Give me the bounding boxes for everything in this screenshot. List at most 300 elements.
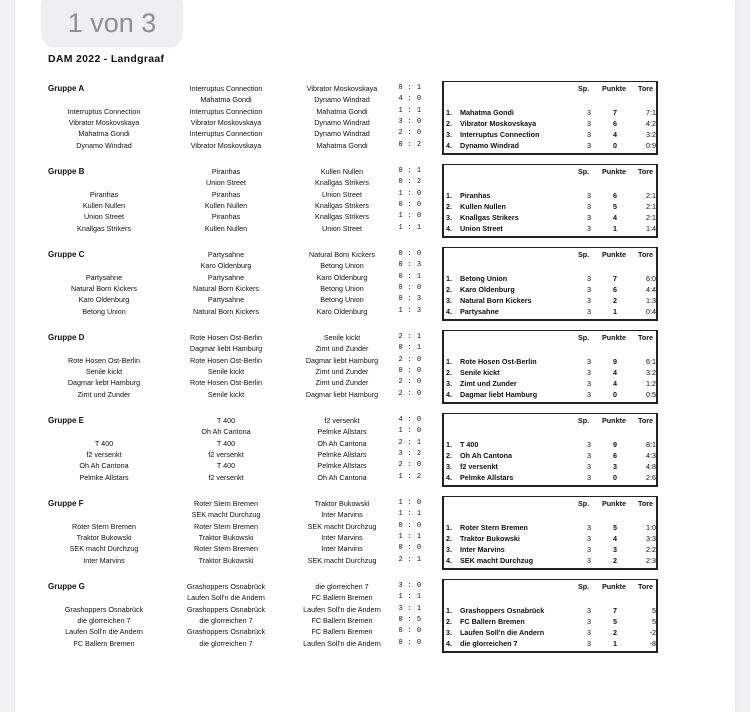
match-home-team: die glorreichen 7 [199,615,253,625]
match-away-team: Mahatma Gondi [316,106,368,116]
standing-games: 3 [587,141,591,151]
standing-rank: 3. [446,379,452,389]
header-sp: Sp. [578,333,590,342]
standings-row [0,473,750,484]
match-away-team: SEK macht Durchzug [307,521,377,531]
match-score: 0 : 0 [398,283,422,292]
standings-row [0,202,750,213]
group-team-name: Karo Oldenburg [78,295,130,305]
standing-games: 3 [587,190,591,200]
group-team-name: Interruptus Connection [67,106,141,116]
standing-games: 3 [587,307,591,317]
standing-rank: 1. [446,107,452,117]
match-home-team: Interruptus Connection [189,106,263,116]
match-home-team: Vibrator Moskovskaya [190,140,262,150]
match-away-team: Union Street [322,189,362,199]
standings-row [0,523,750,534]
match-score: 0 : 1 [398,84,422,92]
match-home-team: Union Street [206,178,246,188]
standing-games: 3 [587,616,591,626]
standing-team: Natural Born Kickers [460,296,532,306]
standings-row [0,119,750,130]
page-indicator: 1 von 3 [42,0,182,46]
standings-row [0,191,750,202]
match-home-team: Roter Stern Bremen [194,521,258,531]
match-home-team: Oh Ah Cantona [201,427,251,437]
match-score: 3 : 2 [398,449,422,458]
group-section [0,250,750,332]
standing-games: 3 [587,545,591,555]
standing-rank: 1. [446,190,452,200]
match-away-team: FC Ballern Bremen [311,593,373,603]
group-team-name: Pelmke Allstars [79,472,129,482]
standing-points: 3 [613,545,617,555]
match-home-team: Grashoppers Osnabrück [186,582,266,591]
standing-rank: 2. [446,616,452,626]
standing-goals: 0:4 [646,307,656,317]
standing-games: 3 [587,605,591,615]
standing-games: 3 [587,107,591,117]
standing-rank: 4. [446,639,452,649]
match-away-team: Betong Union [320,261,364,271]
standing-team: Laufen Soll'n die Andern [460,628,545,638]
standings-row [0,556,750,567]
group-section [0,416,750,498]
standing-points: 9 [613,439,617,449]
match-home-team: Partysahne [207,295,245,305]
standing-team: Zimt und Zunder [460,379,517,389]
match-home-team: die glorreichen 7 [199,638,253,648]
standing-rank: 4. [446,141,452,151]
standings-row [0,639,750,650]
match-home-team: Piranhas [211,212,241,222]
standing-games: 3 [587,367,591,377]
standing-goals: 2:1 [646,213,656,223]
group-team-name: Piranhas [89,189,119,199]
match-away-team: Knallgas Strikers [315,212,369,222]
standing-rank: 3. [446,296,452,306]
standing-points: 0 [613,473,617,483]
standing-rank: 2. [446,118,452,128]
match-away-team: Zimt und Zunder [315,366,369,376]
match-score: 4 : 0 [398,416,422,424]
standing-team: SEK macht Durchzug [460,556,534,566]
match-away-team: Dynamo Windrad [314,95,370,105]
standing-goals: 4:4 [646,284,656,294]
match-score: 2 : 0 [398,461,422,470]
standing-team: Inter Marvins [460,545,505,555]
match-score: 1 : 0 [398,427,422,436]
standing-points: 6 [613,190,617,200]
standing-team: Oh Ah Cantona [460,450,513,460]
match-away-team: Dagmar liebt Hamburg [305,355,379,365]
match-away-team: Natural Born Kickers [309,250,375,259]
standings-row [0,606,750,617]
match-score: 2 : 0 [398,355,422,364]
match-score: 4 : 0 [398,95,422,104]
header-punkte: Punkte [602,582,626,591]
match-away-team: Laufen Soll'n die Andern [303,638,381,648]
match-away-team: SEK macht Durchzug [307,555,377,565]
group-team-name: Dynamo Windrad [76,140,132,150]
standing-goals: 5 [652,605,656,615]
header-punkte: Punkte [602,84,626,93]
standing-rank: 4. [446,307,452,317]
match-score: 1 : 0 [398,212,422,221]
match-away-team: Karo Oldenburg [316,272,368,282]
match-home-team: Senile kickt [207,366,245,376]
match-score: 0 : 5 [398,615,422,624]
group-label: Gruppe G [48,582,85,591]
match-home-team: Partysahne [207,272,245,282]
match-score: 0 : 0 [398,521,422,530]
standing-points: 4 [613,130,617,140]
match-away-team: Karo Oldenburg [316,306,368,316]
standing-team: Betong Union [460,273,508,283]
group-team-name: Laufen Soll'n die Andern [65,627,143,637]
standing-goals: -8 [649,639,656,649]
standing-team: Vibrator Moskovskaya [460,118,537,128]
standing-goals: 2:6 [646,473,656,483]
match-home-team: Dagmar liebt Hamburg [189,344,263,354]
standing-points: 7 [613,605,617,615]
match-home-team: T 400 [216,438,236,448]
standing-rank: 2. [446,367,452,377]
standing-games: 3 [587,296,591,306]
standing-team: Karo Oldenburg [460,284,515,294]
standing-points: 5 [613,201,617,211]
match-score: 0 : 3 [398,261,422,270]
standing-points: 1 [613,639,617,649]
group-team-name: Partysahne [85,272,123,282]
match-home-team: Roter Stern Bremen [194,544,258,554]
match-away-team: Laufen Soll'n die Andern [303,604,381,614]
header-tore: Tore [638,84,654,93]
standing-points: 0 [613,390,617,400]
standing-games: 3 [587,522,591,532]
standing-team: Kullen Nullen [460,201,506,211]
standings-row [0,141,750,152]
match-away-team: Inter Marvins [321,532,363,542]
standing-goals: 4:2 [646,118,656,128]
group-section [0,84,750,166]
header-punkte: Punkte [602,333,626,342]
standing-games: 3 [587,201,591,211]
match-away-team: Zimt und Zunder [315,378,369,388]
match-score: 2 : 0 [398,378,422,387]
match-score: 0 : 3 [398,295,422,304]
match-away-team: Pelmke Allstars [317,449,367,459]
standing-team: Partysahne [460,307,499,317]
standing-goals: 0:9 [646,141,656,151]
header-punkte: Punkte [602,250,626,259]
group-team-name: Rote Hosen Ost-Berlin [68,355,140,365]
header-tore: Tore [638,416,654,425]
standings-row [0,130,750,141]
header-tore: Tore [638,333,654,342]
standing-goals: 1:0 [646,522,656,532]
match-score: 2 : 1 [398,333,422,341]
standings-row [0,368,750,379]
standing-rank: 1. [446,439,452,449]
match-home-team: Kullen Nullen [204,223,248,233]
match-away-team: Dynamo Windrad [314,117,370,127]
match-score: 1 : 1 [398,510,422,519]
standing-games: 3 [587,639,591,649]
match-home-team: Karo Oldenburg [200,261,252,271]
standing-points: 0 [613,141,617,151]
match-home-team: Grashoppers Osnabrück [186,604,266,614]
match-away-team: Betong Union [320,295,364,305]
match-home-team: T 400 [216,416,236,425]
match-home-team: Interruptus Connection [189,84,263,93]
match-home-team: Partysahne [207,250,245,259]
match-away-team: FC Ballern Bremen [311,627,373,637]
standing-team: Rote Hosen Ost-Berlin [460,356,537,366]
match-home-team: Piranhas [211,189,241,199]
match-score: 0 : 0 [398,638,422,647]
header-tore: Tore [638,499,654,508]
header-punkte: Punkte [602,416,626,425]
match-score: 1 : 1 [398,106,422,115]
match-away-team: Betong Union [320,283,364,293]
standing-games: 3 [587,556,591,566]
standing-points: 4 [613,379,617,389]
match-home-team: Senile kickt [207,389,245,399]
match-away-team: Oh Ah Cantona [317,472,367,482]
match-home-team: Natural Born Kickers [193,283,259,293]
standing-points: 7 [613,273,617,283]
match-home-team: f2 versenkt [208,449,244,459]
standing-points: 2 [613,556,617,566]
header-sp: Sp. [578,499,590,508]
match-score: 0 : 0 [398,250,422,258]
standing-team: Dynamo Windrad [460,141,520,151]
standing-points: 2 [613,628,617,638]
match-away-team: Zimt und Zunder [315,344,369,354]
header-punkte: Punkte [602,499,626,508]
standing-goals: 2:1 [646,190,656,200]
header-sp: Sp. [578,582,590,591]
standing-goals: 6:0 [646,273,656,283]
standing-team: Roter Stern Bremen [460,522,528,532]
group-team-name: T 400 [94,438,114,448]
document-title: DAM 2022 - Landgraaf [48,53,165,65]
group-label: Gruppe B [48,167,85,176]
group-section [0,582,750,664]
group-team-name: Knallgas Strikers [77,223,131,233]
standing-goals: 1:4 [646,224,656,234]
match-away-team: Mahatma Gondi [316,140,368,150]
group-section [0,499,750,581]
standing-games: 3 [587,379,591,389]
standing-games: 3 [587,390,591,400]
group-team-name: Roter Stern Bremen [72,521,136,531]
match-away-team: Inter Marvins [321,544,363,554]
match-home-team: Natural Born Kickers [193,306,259,316]
standing-goals: 2:1 [646,201,656,211]
standing-rank: 2. [446,284,452,294]
match-home-team: T 400 [216,461,236,471]
standing-points: 6 [613,118,617,128]
header-tore: Tore [638,250,654,259]
standing-rank: 3. [446,462,452,472]
standing-rank: 1. [446,356,452,366]
match-home-team: Traktor Bukowski [198,555,254,565]
match-score: 2 : 1 [398,555,422,564]
match-home-team: f2 versenkt [208,472,244,482]
standing-team: Pelmke Allstars [460,473,514,483]
standing-games: 3 [587,118,591,128]
group-team-name: Senile kickt [85,366,123,376]
group-label: Gruppe F [48,499,84,508]
match-home-team: Laufen Soll'n die Andern [187,593,265,603]
standing-goals: 5 [652,616,656,626]
group-team-name: SEK macht Durchzug [69,544,139,554]
group-team-name: Grashoppers Osnabrück [64,604,144,614]
standings-row [0,451,750,462]
group-label: Gruppe D [48,333,85,342]
standing-games: 3 [587,273,591,283]
standing-goals: 4:3 [646,450,656,460]
standing-points: 1 [613,307,617,317]
standing-points: 4 [613,367,617,377]
standing-rank: 4. [446,224,452,234]
standing-team: Dagmar liebt Hamburg [460,390,538,400]
standing-rank: 1. [446,522,452,532]
standing-rank: 4. [446,473,452,483]
group-label: Gruppe E [48,416,85,425]
standing-points: 5 [613,616,617,626]
standing-points: 4 [613,213,617,223]
standing-rank: 3. [446,545,452,555]
standings-row [0,224,750,235]
match-score: 1 : 0 [398,189,422,198]
standing-points: 3 [613,462,617,472]
match-home-team: Vibrator Moskovskaya [190,117,262,127]
standing-games: 3 [587,130,591,140]
standing-team: T 400 [460,439,479,449]
standing-games: 3 [587,450,591,460]
standing-goals: 8:1 [646,439,656,449]
standings-row [0,285,750,296]
standing-games: 3 [587,213,591,223]
standing-goals: 3:2 [646,367,656,377]
match-home-team: Mahatma Gondi [200,95,252,105]
standing-games: 3 [587,356,591,366]
standings-row [0,379,750,390]
standings-row [0,534,750,545]
match-score: 2 : 0 [398,129,422,138]
match-score: 0 : 0 [398,366,422,375]
standing-rank: 3. [446,213,452,223]
standing-team: Senile kickt [460,367,500,377]
standing-rank: 2. [446,533,452,543]
match-away-team: Traktor Bukowski [314,499,370,508]
match-home-team: Grashoppers Osnabrück [186,627,266,637]
standing-goals: -2 [649,628,656,638]
match-score: 3 : 0 [398,117,422,126]
match-score: 0 : 0 [398,200,422,209]
match-home-team: Kullen Nullen [204,200,248,210]
match-home-team: SEK macht Durchzug [191,510,261,520]
group-label: Gruppe C [48,250,85,259]
match-home-team: Piranhas [211,167,241,176]
standing-team: FC Ballern Bremen [460,616,525,626]
match-home-team: Roter Stern Bremen [194,499,258,508]
match-home-team: Rote Hosen Ost-Berlin [190,378,262,388]
standing-rank: 4. [446,390,452,400]
standing-points: 1 [613,224,617,234]
standing-points: 7 [613,107,617,117]
group-team-name: Vibrator Moskovskaya [68,117,140,127]
standing-points: 2 [613,296,617,306]
standing-goals: 3:3 [646,533,656,543]
group-team-name: Betong Union [82,306,126,316]
standing-rank: 3. [446,130,452,140]
standing-games: 3 [587,473,591,483]
group-team-name: Mahatma Gondi [78,129,130,139]
match-away-team: FC Ballern Bremen [311,615,373,625]
match-score: 0 : 1 [398,272,422,281]
standing-rank: 2. [446,450,452,460]
group-team-name: die glorreichen 7 [77,615,131,625]
standing-team: Piranhas [460,190,491,200]
standing-goals: 2:3 [646,556,656,566]
standings-row [0,628,750,639]
match-score: 1 : 3 [398,306,422,315]
match-score: 3 : 1 [398,604,422,613]
match-away-team: Kullen Nullen [320,167,364,176]
header-sp: Sp. [578,167,590,176]
standings-row [0,617,750,628]
match-score: 1 : 1 [398,593,422,602]
standing-goals: 0:5 [646,390,656,400]
match-away-team: Dagmar liebt Hamburg [305,389,379,399]
standing-team: Traktor Bukowski [460,533,520,543]
standing-points: 5 [613,522,617,532]
match-away-team: f2 versenkt [324,416,360,425]
group-team-name: Dagmar liebt Hamburg [67,378,141,388]
standing-team: Interruptus Connection [460,130,540,140]
standing-games: 3 [587,533,591,543]
group-team-name: Zimt und Zunder [77,389,131,399]
match-away-team: Union Street [322,223,362,233]
standing-team: Knallgas Strikers [460,213,519,223]
standings-row [0,390,750,401]
group-team-name: Union Street [84,212,124,222]
standing-games: 3 [587,439,591,449]
standings-row [0,213,750,224]
match-away-team: Vibrator Moskovskaya [306,84,378,93]
standing-goals: 4:8 [646,462,656,472]
standings-row [0,545,750,556]
standing-team: die glorreichen 7 [460,639,518,649]
match-score: 0 : 1 [398,167,422,175]
group-team-name: Inter Marvins [83,555,125,565]
header-tore: Tore [638,167,654,176]
standing-team: Union Street [460,224,503,234]
standing-team: f2 versenkt [460,462,498,472]
match-score: 1 : 2 [398,472,422,481]
match-score: 1 : 1 [398,223,422,232]
standing-games: 3 [587,224,591,234]
match-score: 0 : 1 [398,344,422,353]
standing-points: 6 [613,450,617,460]
match-away-team: Senile kickt [323,333,361,342]
match-home-team: Traktor Bukowski [198,532,254,542]
header-sp: Sp. [578,250,590,259]
